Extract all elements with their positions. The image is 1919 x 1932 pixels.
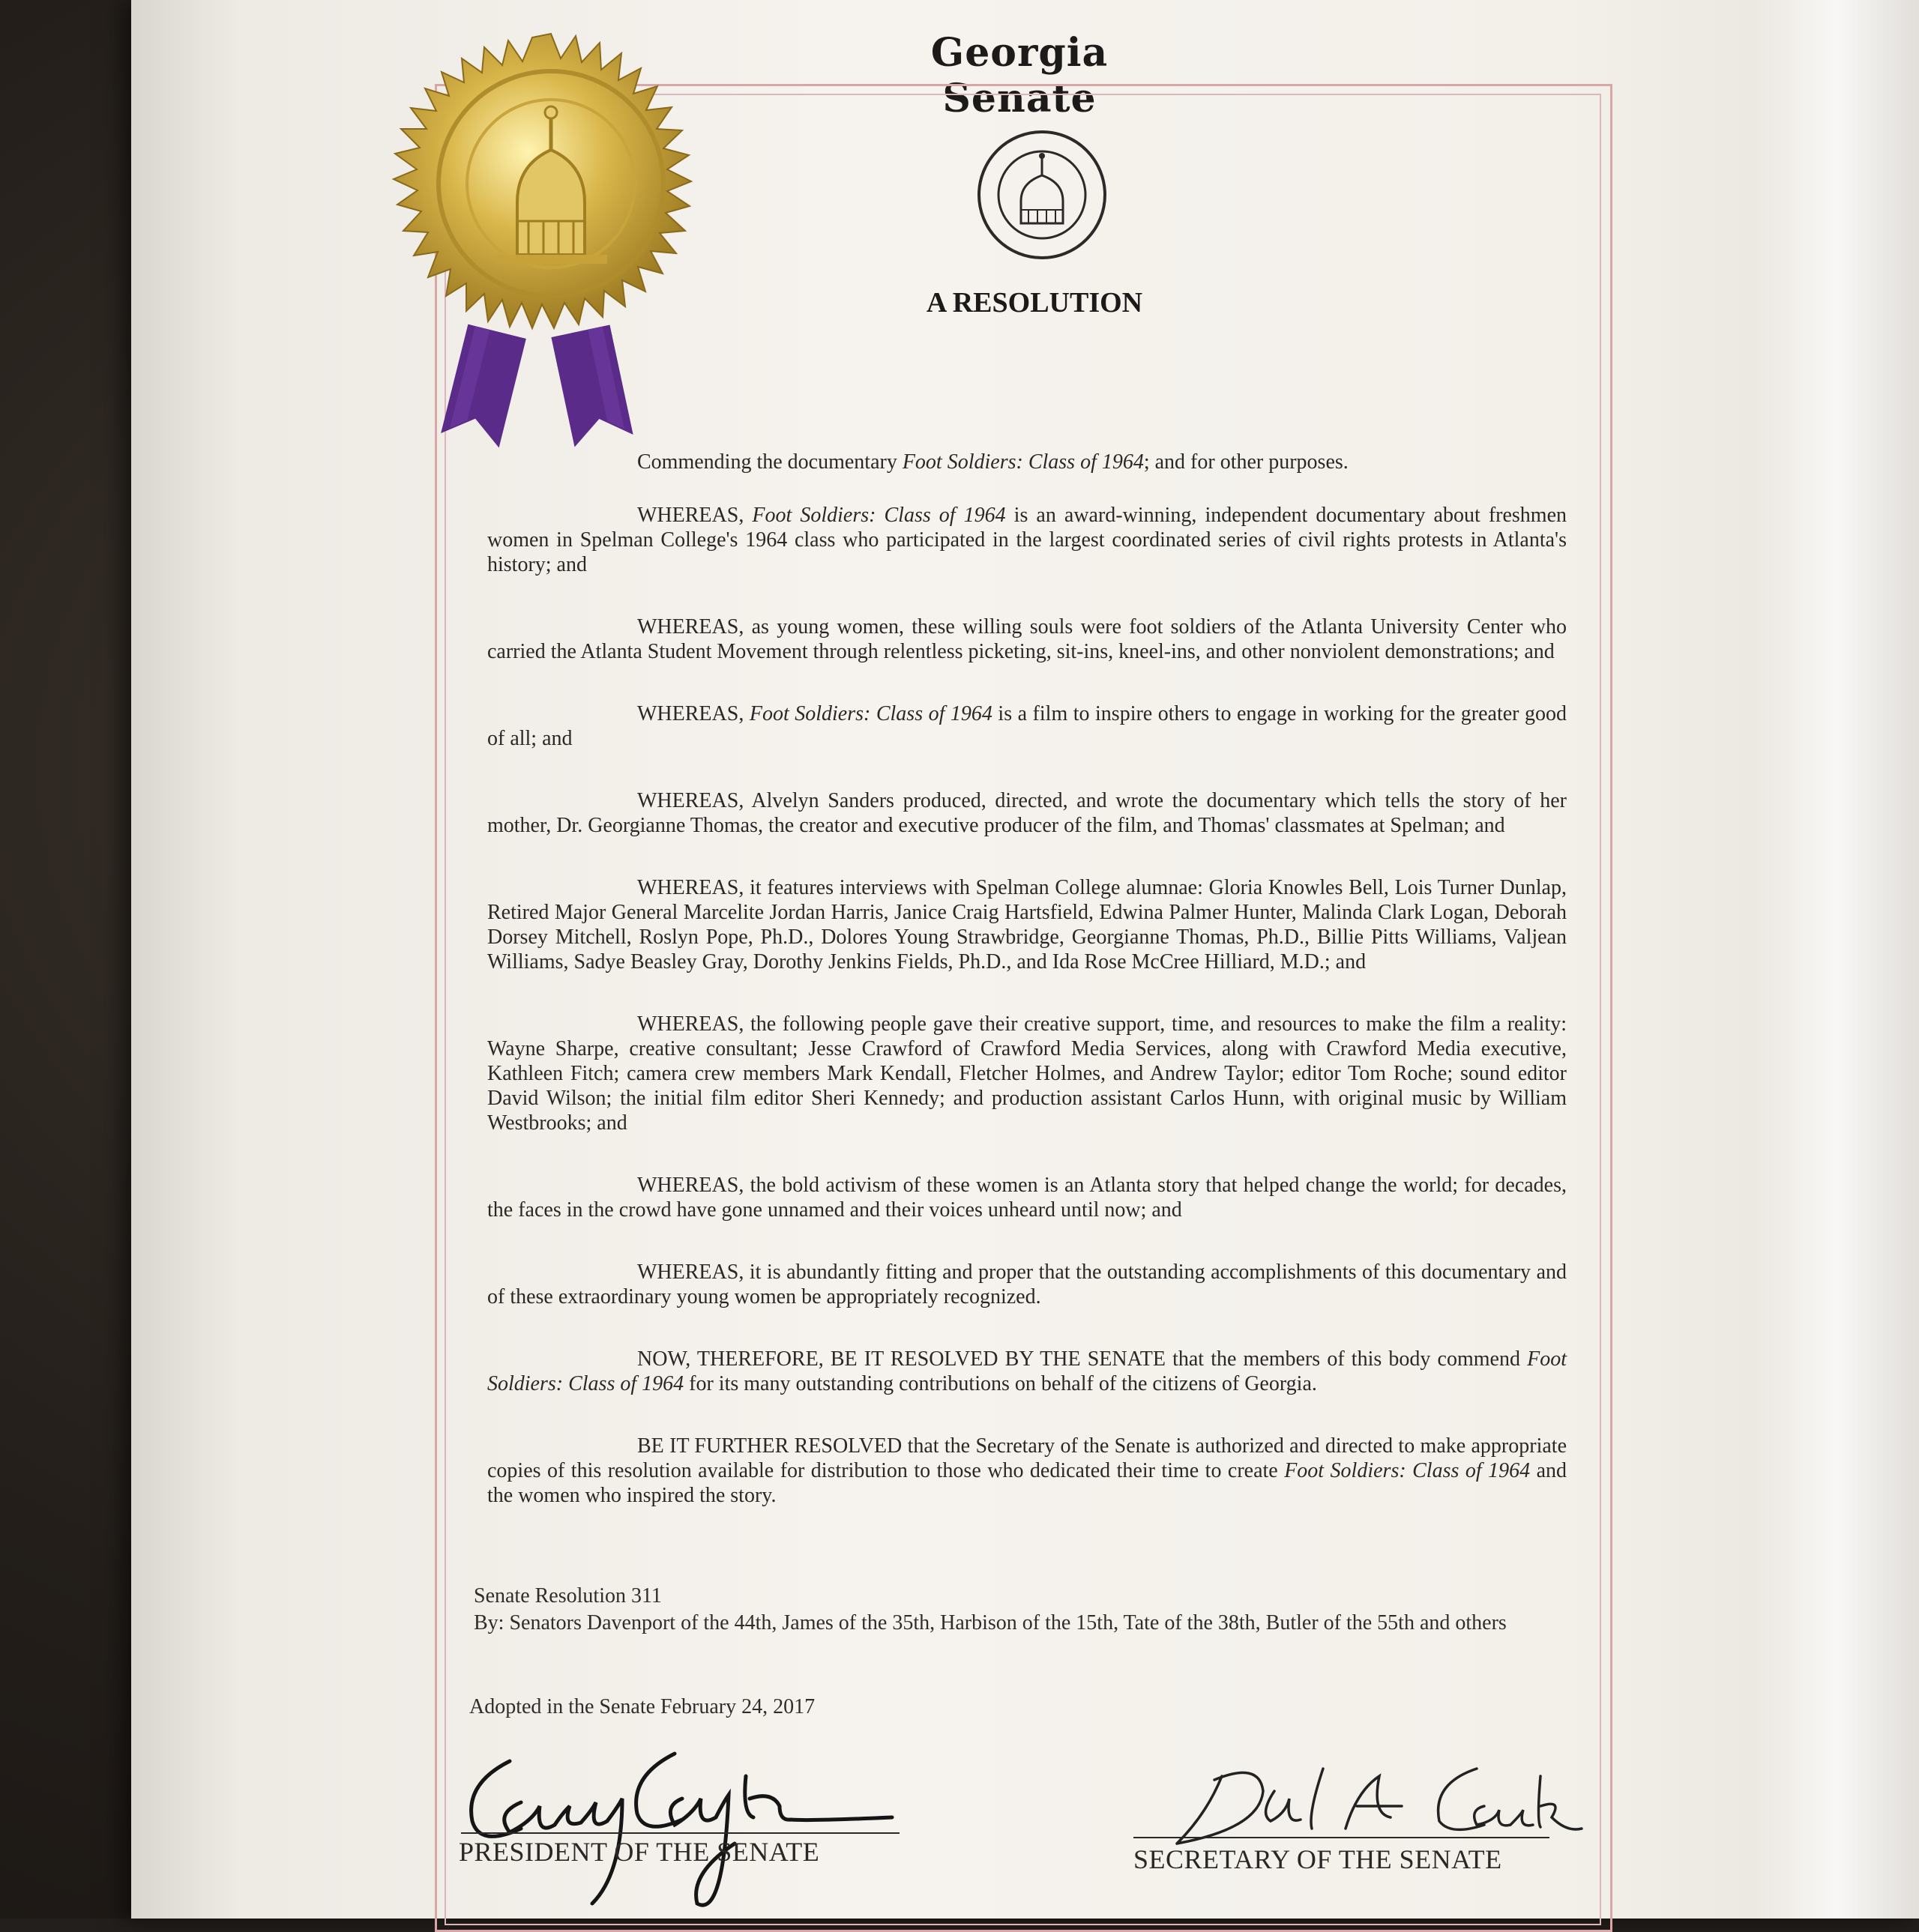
resolution-number: Senate Resolution 311: [474, 1584, 662, 1608]
president-label: PRESIDENT OF THE SENATE: [459, 1837, 820, 1867]
secretary-label: SECRETARY OF THE SENATE: [1133, 1844, 1502, 1874]
document-header-title: Georgia Senate: [930, 30, 1109, 121]
president-signature-line: [461, 1832, 900, 1834]
whereas-paragraph-8: WHEREAS, it is abundantly fitting and proper that the outstanding accomplishments of this documentary and of these extraordinary young women be appropriately recognized.: [487, 1261, 1567, 1308]
whereas-paragraph-5: WHEREAS, it features interviews with Spelman College alumnae: Gloria Knowles Bell, Lois Turner Dunlap, Retired Major General Marcelite Jordan Harris, Janice Craig Hartsfield, Edwina Palmer Hunter, Malinda Clark Logan, Deborah Dorsey Mitchell, Roslyn Pope, Ph.D., Dolores Young Strawbridge, Georgianne Thomas, Ph.D., Billie Pitts Williams, Valjean Williams, Sadye Beasley Gray, Dorothy Jenkins Fields, Ph.D., and Ida Rose McCree Hilliard, M.D.; and: [487, 876, 1567, 973]
sponsor-list: By: Senators Davenport of the 44th, James of the 35th, Harbison of the 15th, Tate of the 38th, Butler of the 55th and others: [474, 1611, 1507, 1634]
whereas-paragraph-2: WHEREAS, as young women, these willing souls were foot soldiers of the Atlanta University Center who carried the Atlanta Student Movement through relentless picketing, sit-ins, kneel-ins, and other nonviolent demonstrations; and: [487, 615, 1567, 663]
whereas-paragraph-6: WHEREAS, the following people gave their creative support, time, and resources to make the film a reality: Wayne Sharpe, creative consultant; Jesse Crawford of Crawford Media Services, along with Crawford Media executive, Kathleen Fitch; camera crew members Mark Kendall, Fletcher Holmes, and Andrew Taylor; editor Tom Roche; sound editor David Wilson; the initial film editor Sheri Kennedy; and production assistant Carlos Hunn, with original music by William Westbrooks; and: [487, 1012, 1567, 1135]
gold-state-seal-icon: [382, 30, 720, 367]
further-resolved-paragraph: BE IT FURTHER RESOLVED that the Secretary of the Senate is authorized and directed to make appropriate copies of this resolution available for distribution to those who dedicated their time to create Foot Soldiers: Class of 1964 and the women who inspired the story.: [487, 1434, 1567, 1507]
whereas-paragraph-7: WHEREAS, the bold activism of these women is an Atlanta story that helped change the world; for decades, the faces in the crowd have gone unnamed and their voices unheard until now; and: [487, 1174, 1567, 1222]
sponsor-block: [474, 1583, 1568, 1637]
resolution-body: [487, 450, 1567, 1545]
intro-paragraph: Commending the documentary Foot Soldiers: Class of 1964; and for other purposes.: [637, 450, 1349, 474]
secretary-signature-line: [1133, 1837, 1549, 1838]
president-signature: [450, 1731, 915, 1919]
secretary-signature: [1132, 1746, 1597, 1859]
resolution-title: A RESOLUTION: [926, 287, 1143, 319]
adopted-date: Adopted in the Senate February 24, 2017: [469, 1695, 816, 1718]
whereas-paragraph-4: WHEREAS, Alvelyn Sanders produced, directed, and wrote the documentary which tells the story of her mother, Dr. Georgianne Thomas, the creator and executive producer of the film, and Thomas' classmates at Spelman; and: [487, 789, 1567, 837]
whereas-paragraph-3: WHEREAS, Foot Soldiers: Class of 1964 is a film to inspire others to engage in working for the greater good of all; and: [487, 702, 1567, 750]
senate-seal-icon: [974, 127, 1109, 262]
resolved-paragraph: NOW, THEREFORE, BE IT RESOLVED BY THE SENATE that the members of this body commend Foot Soldiers: Class of 1964 for its many outstanding contributions on behalf of the citizens of Georgia.: [487, 1347, 1567, 1395]
whereas-paragraph-1: WHEREAS, Foot Soldiers: Class of 1964 is an award-winning, independent documentary about freshmen women in Spelman College's 1964 class who participated in the largest coordinated series of civil rights protests in Atlanta's history; and: [487, 504, 1567, 576]
paper-curl-shadow: [1754, 0, 1919, 1919]
